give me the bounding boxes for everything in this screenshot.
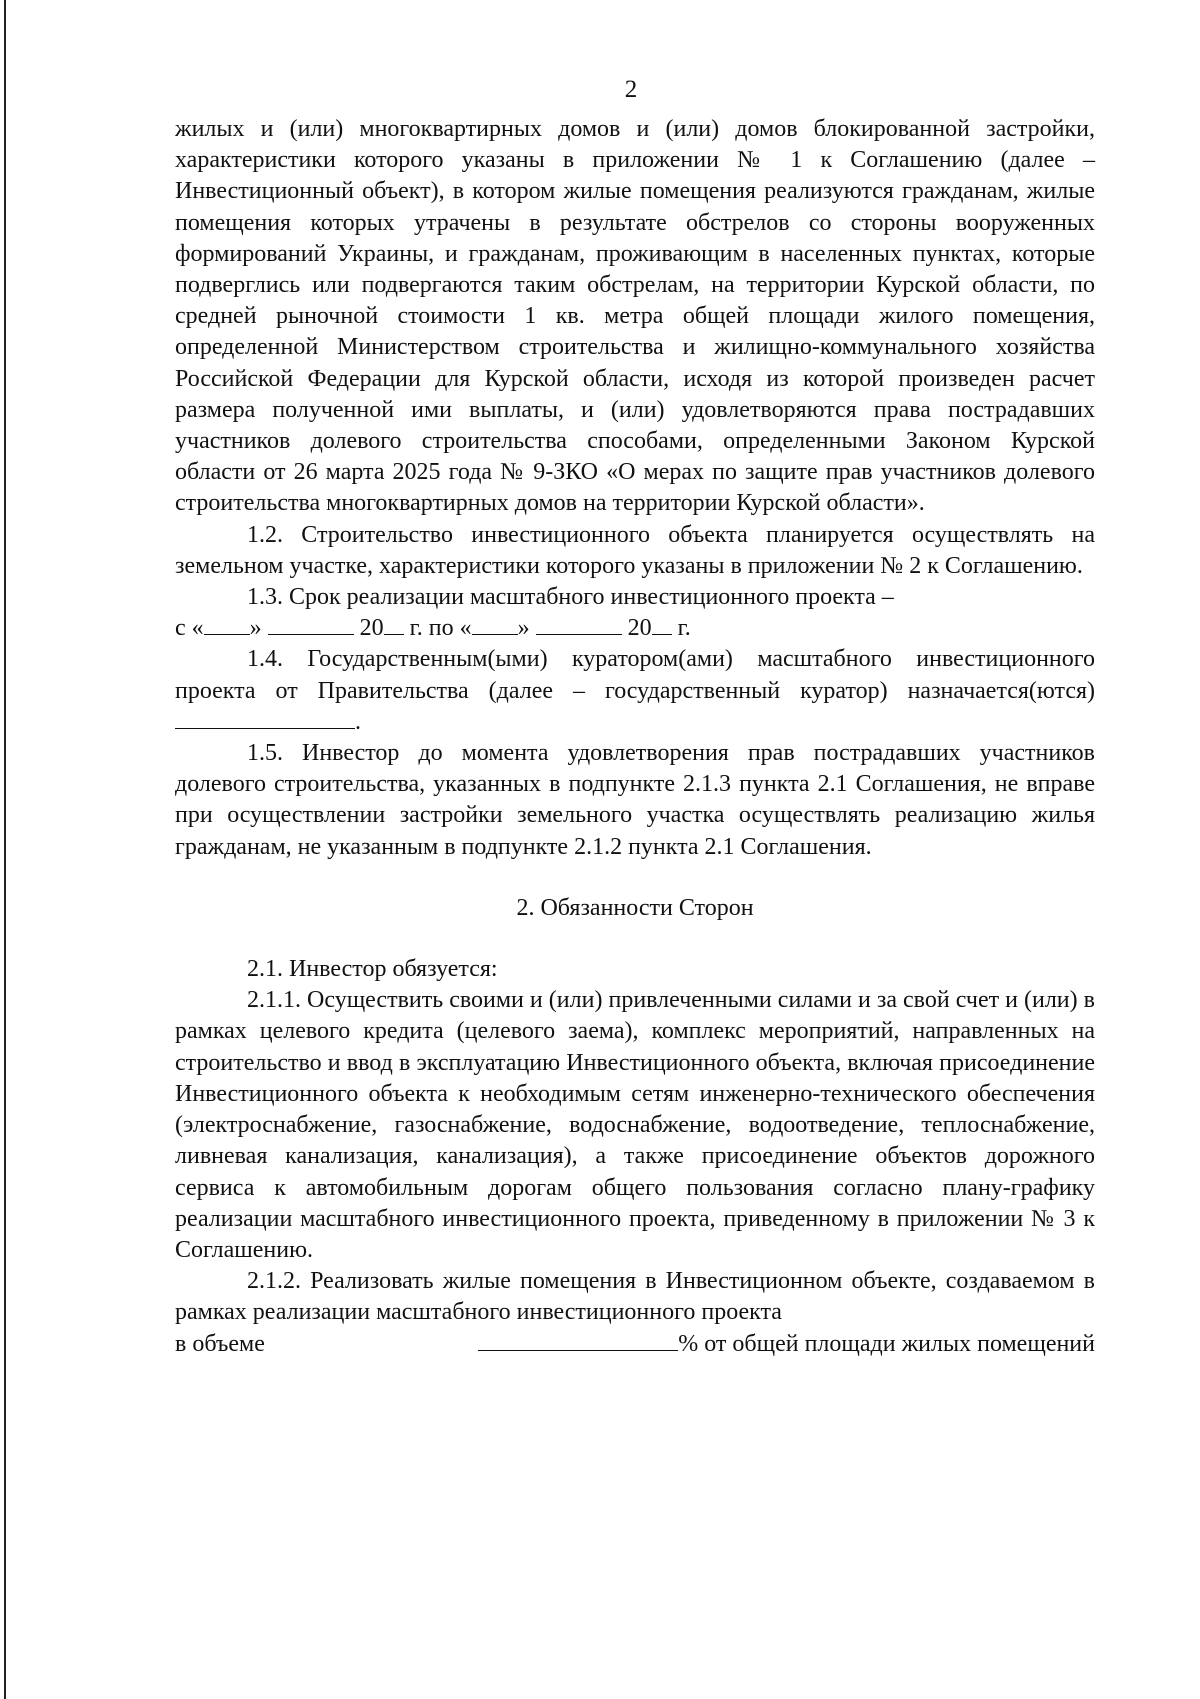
blank-day-from xyxy=(204,614,250,635)
year-prefix-2: 20 xyxy=(627,615,652,642)
paragraph-2-1: 2.1. Инвестор обязуется: xyxy=(247,956,498,983)
paragraph-1-4-text: 1.4. Государственным(ыми) куратором(ами) масштабного инвестиционного проекта от Правительства (далее – государственный куратор) назначается(ются) xyxy=(175,646,1095,704)
blank-day-to xyxy=(472,614,518,635)
document-body xyxy=(175,114,1095,1360)
blank-month-from xyxy=(268,614,354,635)
volume-label: в объеме xyxy=(175,1330,265,1357)
date-from-label: с « xyxy=(175,615,204,642)
year-prefix-1: 20 xyxy=(359,615,384,642)
paragraph-1-1-continuation: жилых и (или) многоквартирных домов и (или) домов блокированной застройки, характеристики которого указаны в приложении № 1 к Соглашению (далее – Инвестиционный объект), в котором жилые помещения реализуются гражданам, жилые помещения которых утрачены в результате обстрелов со стороны вооруженных формирований Украины, и гражданам, проживающим в населенных пунктах, которые подверглись или подвергаются таким обстрелам, на территории Курской области, по средней рыночной стоимости 1 кв. метра общей площади жилого помещения, определенной Министерством строительства и жилищно-коммунального хозяйства Российской Федерации для Курской области, исходя из которой произведен расчет размера полученной ими выплаты, и (или) удовлетворяются права пострадавших участников долевого строительства способами, определенными Законом Курской области от 26 марта 2025 года № 9-ЗКО «О мерах по защите прав участников долевого строительства многоквартирных домов на территории Курской области». xyxy=(175,116,1095,517)
volume-group xyxy=(478,1329,1095,1360)
section-2-heading: 2. Обязанности Сторон xyxy=(516,894,754,921)
scan-edge-line xyxy=(4,0,6,1699)
blank-volume-percent xyxy=(478,1330,678,1351)
blank-year-to xyxy=(652,614,672,635)
paragraph-1-3 xyxy=(175,582,1095,613)
blank-curator xyxy=(175,708,355,729)
blank-month-to xyxy=(536,614,622,635)
blank-year-from xyxy=(384,614,404,635)
paragraph-1-3-text: 1.3. Срок реализации масштабного инвестиционного проекта – xyxy=(247,584,894,611)
year-suffix-1: г. по « xyxy=(409,615,472,642)
paragraph-1-2: 1.2. Строительство инвестиционного объекта планируется осуществлять на земельном участке, характеристики которого указаны в приложении № 2 к Соглашению. xyxy=(175,521,1095,579)
paragraph-2-1-2-volume xyxy=(175,1329,1095,1360)
year-suffix-2: г. xyxy=(677,615,691,642)
paragraph-2-1-1: 2.1.1. Осуществить своими и (или) привлеченными силами и за свой счет и (или) в рамках целевого кредита (целевого заема), комплекс мероприятий, направленных на строительство и ввод в эксплуатацию Инвестиционного объекта, включая присоединение Инвестиционного объекта к необходимым сетям инженерно-технического обеспечения (электроснабжение, газоснабжение, водоснабжение, водоотведение, теплоснабжение, ливневая канализация, канализация), а также присоединение объектов дорожного сервиса к автомобильным дорогам общего пользования согласно плану-графику реализации масштабного инвестиционного проекта, приведенному в приложении № 3 к Соглашению. xyxy=(175,987,1095,1263)
page-number: 2 xyxy=(624,76,638,103)
paragraph-2-1-2: 2.1.2. Реализовать жилые помещения в Инвестиционном объекте, создаваемом в рамках реализации масштабного инвестиционного проекта xyxy=(175,1268,1095,1326)
quote-close-1: » xyxy=(249,615,262,642)
paragraph-1-5: 1.5. Инвестор до момента удовлетворения прав пострадавших участников долевого строительства, указанных в подпункте 2.1.3 пункта 2.1 Соглашения, не вправе при осуществлении застройки земельного участка осуществлять реализацию жилья гражданам, не указанным в подпункте 2.1.2 пункта 2.1 Соглашения. xyxy=(175,740,1095,860)
volume-tail: % от общей площади жилых помещений xyxy=(678,1330,1095,1357)
paragraph-1-4-end: . xyxy=(355,708,361,735)
paragraph-1-4 xyxy=(175,644,1095,738)
quote-close-2: » xyxy=(517,615,530,642)
paragraph-1-3-dates xyxy=(175,613,1095,644)
